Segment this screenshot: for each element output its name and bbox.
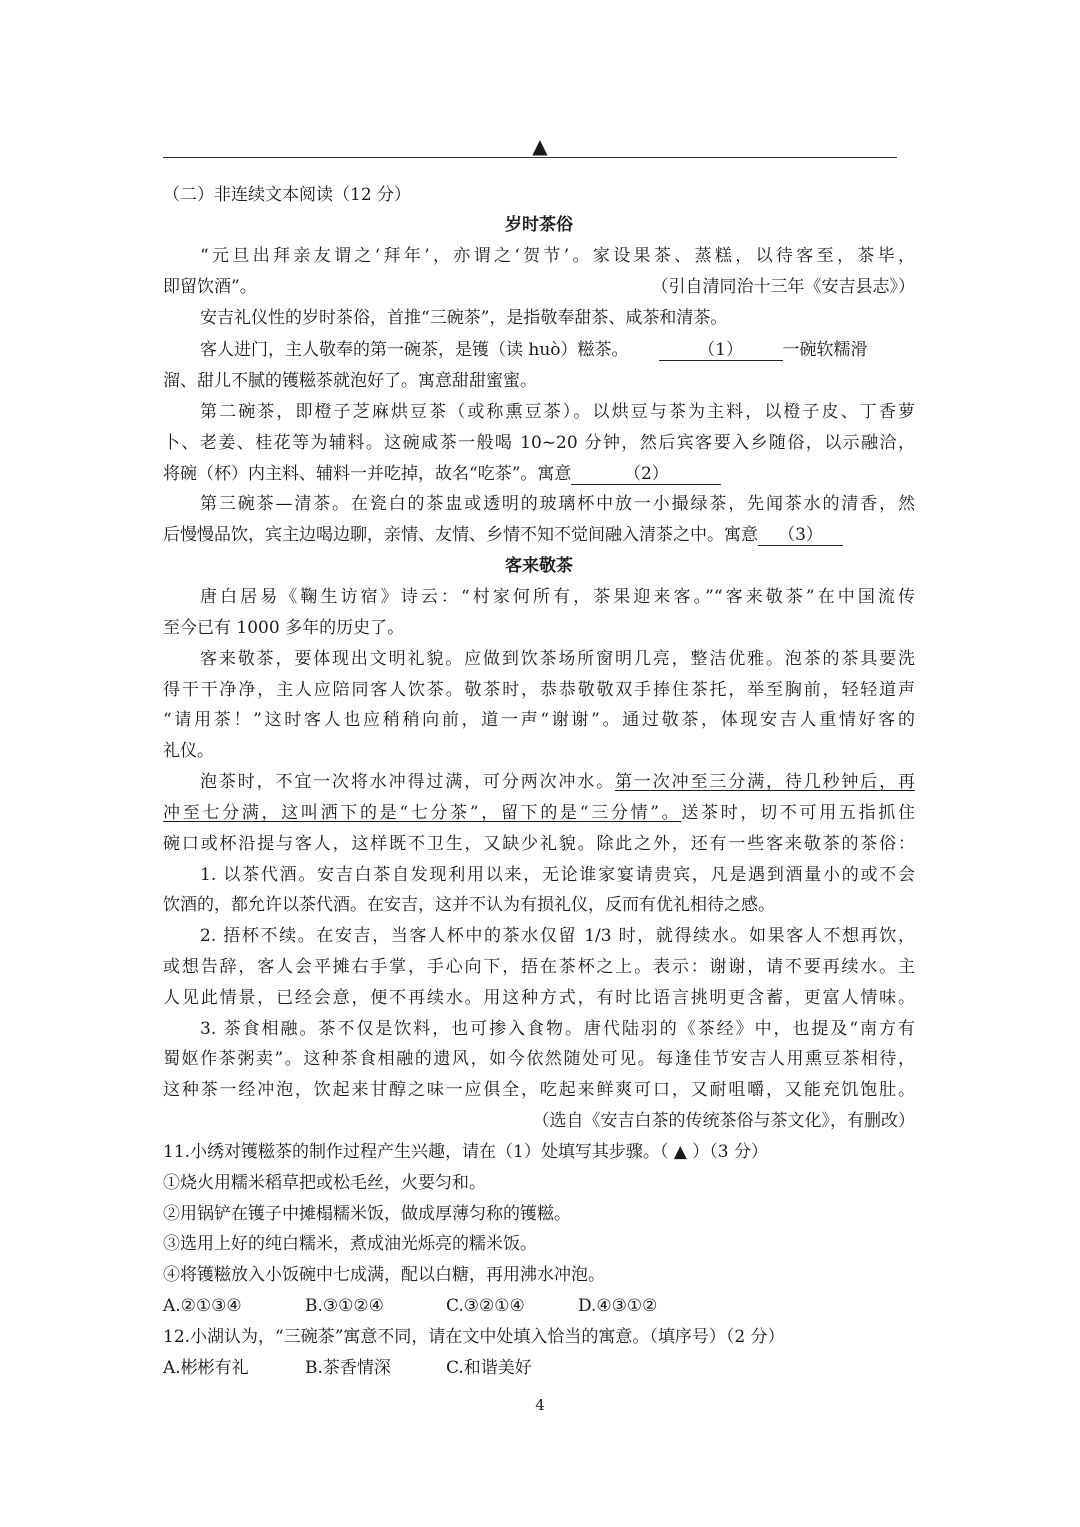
section-title: （二）非连续文本阅读（12 分） — [163, 185, 412, 205]
article1-p3-line1 — [163, 339, 915, 361]
q11-option-d[interactable]: D.④③①② — [578, 1296, 658, 1316]
article2-p3-line1 — [163, 771, 915, 793]
q11-step-3: ③选用上好的纯白糯米，煮成油光烁亮的糯米饭。 — [163, 1234, 537, 1254]
article1-p4-line1: 第二碗茶，即橙子芝麻烘豆茶（或称熏豆茶）。以烘豆与茶为主料，以橙子皮、丁香萝 — [200, 402, 915, 422]
triangle-mark-icon: ▲ — [532, 134, 548, 158]
article1-p3-text-a: 客人进门，主人敬奉的第一碗茶，是镬（读 huò）糍茶。 — [200, 340, 629, 360]
article2-p1-line1: 唐白居易《鞠生访宿》诗云：“村家何所有，茶果迎来客。”“客来敬茶”在中国流传 — [200, 587, 915, 607]
article1-quote-source: （引自清同治十三年《安吉县志》） — [651, 277, 915, 297]
article2-item1-line2: 饮酒的，都允许以茶代酒。在安吉，这并不认为有损礼仪，反而有优礼相待之感。 — [163, 895, 775, 915]
q12-options — [163, 1357, 915, 1379]
q12-option-a[interactable]: A.彬彬有礼 — [163, 1358, 249, 1378]
blank-3: （3） — [758, 525, 843, 546]
article1-p4-line3 — [163, 463, 915, 485]
article2-item2-line1: 2. 捂杯不续。在安吉，当客人杯中的茶水仅留 1/3 时，就得续水。如果客人不想再饮， — [200, 926, 915, 946]
article1-p3-line2: 溜、甜儿不腻的镬糍茶就泡好了。寓意甜甜蜜蜜。 — [163, 371, 537, 391]
q11-option-c[interactable]: C.③②①④ — [446, 1296, 525, 1316]
page-number: 4 — [535, 1396, 545, 1414]
article2-item2-line3: 人见此情景，已经会意，便不再续水。用这种方式，有时比语言挑明更含蓄，更富人情味。 — [163, 988, 915, 1008]
blank-2: （2） — [571, 464, 721, 485]
article1-p5-line2 — [163, 524, 915, 546]
article2-source: （选自《安吉白茶的传统茶俗与茶文化》，有删改） — [532, 1111, 915, 1131]
article1-p2: 安吉礼仪性的岁时茶俗，首推“三碗茶”，是指敬奉甜茶、咸茶和清茶。 — [200, 308, 728, 328]
q11-option-b[interactable]: B.③①②④ — [305, 1296, 384, 1316]
article1-p5-text-a: 后慢慢品饮，宾主边喝边聊，亲情、友情、乡情不知不觉间融入清茶之中。寓意 — [163, 525, 758, 545]
article2-p3-text-b: 送茶时，切不可用五指抓住 — [681, 803, 916, 823]
q11-step-1: ①烧火用糯米稻草把或松毛丝，火要匀和。 — [163, 1173, 486, 1193]
article2-item3-line2: 蜀妪作茶粥卖”。这种茶食相融的遗风，如今依然随处可见。每逢佳节安吉人用熏豆茶相待， — [163, 1049, 915, 1069]
q11-step-2: ②用锅铲在镬子中摊榻糯米饭，做成厚薄匀称的镬糍。 — [163, 1204, 571, 1224]
header-rule — [163, 157, 897, 158]
q11-options — [163, 1295, 915, 1317]
q12-option-b[interactable]: B.茶香情深 — [305, 1358, 391, 1378]
article2-p3-line3: 碗口或杯沿提与客人，这样既不卫生，又缺少礼貌。除此之外，还有一些客来敬茶的茶俗： — [163, 834, 915, 854]
article1-quote-line1: “元旦出拜亲友谓之‘拜年’，亦谓之‘贺节’。家设果茶、蒸糕，以待客至，茶毕， — [200, 246, 915, 266]
article1-p3-text-b: 一碗软糯滑 — [782, 340, 868, 360]
article2-item3-line3: 这种茶一经冲泡，饮起来甘醇之味一应俱全，吃起来鲜爽可口，又耐咀嚼，又能充饥饱肚。 — [163, 1080, 915, 1100]
article2-title: 客来敬茶 — [505, 556, 573, 576]
q11-option-a[interactable]: A.②①③④ — [163, 1296, 242, 1316]
q12-option-c[interactable]: C.和谐美好 — [446, 1358, 532, 1378]
article2-p2-line1: 客来敬茶，要体现出文明礼貌。应做到饮茶场所窗明几亮，整洁优雅。泡茶的茶具要洗 — [200, 649, 915, 669]
article1-title: 岁时茶俗 — [505, 215, 573, 235]
article2-p3-text-a: 泡茶时，不宜一次将水冲得过满，可分两次冲水。 — [200, 772, 616, 792]
article1-p5-line1: 第三碗茶—清茶。在瓷白的茶盅或透明的玻璃杯中放一小撮绿茶，先闻茶水的清香，然 — [200, 494, 915, 514]
article2-p3-line2 — [163, 802, 915, 824]
article2-item1-line1: 1. 以茶代酒。安吉白茶自发现利用以来，无论谁家宴请贵宾，凡是遇到酒量小的或不会 — [200, 865, 915, 885]
q11-step-4: ④将镬糍放入小饭碗中七成满，配以白糖，再用沸水冲泡。 — [163, 1265, 605, 1285]
article2-p2-line3: “请用茶！”这时客人也应稍稍向前，道一声“谢谢”。通过敬茶，体现安吉人重情好客的 — [163, 710, 915, 730]
article1-p4-line2: 卜、老姜、桂花等为辅料。这碗咸茶一般喝 10~20 分钟，然后宾客要入乡随俗，以示融洽， — [163, 433, 915, 453]
blank-1: （1） — [659, 340, 783, 361]
article2-item2-line2: 或想告辞，客人会平摊右手掌，手心向下，捂在茶杯之上。表示：谢谢，请不要再续水。主 — [163, 957, 915, 977]
article2-p2-line2: 得干干净净，主人应陪同客人饮茶。敬茶时，恭恭敬敬双手捧住茶托，举至胸前，轻轻道声 — [163, 680, 915, 700]
article2-p2-line4: 礼仪。 — [163, 741, 214, 761]
question-11-stem: 11.小绣对镬糍茶的制作过程产生兴趣，请在（1）处填写其步骤。（ ▲ ）（3 分） — [163, 1142, 768, 1162]
article2-item3-line1: 3. 茶食相融。茶不仅是饮料，也可掺入食物。唐代陆羽的《茶经》中，也提及“南方有 — [200, 1019, 915, 1039]
article2-p3-underlined-b: 冲至七分满，这叫洒下的是“七分茶”，留下的是“三分情”。 — [163, 803, 682, 823]
article1-quote-line2: 即留饮酒”。 — [163, 277, 257, 297]
article1-p4-text-a: 将碗（杯）内主料、辅料一并吃掉，故名“吃茶”。寓意 — [163, 464, 572, 484]
article2-p1-line2: 至今已有 1000 多年的历史了。 — [163, 618, 405, 638]
question-12-stem: 12.小湖认为，“三碗茶”寓意不同，请在文中处填入恰当的寓意。（填序号）（2 分） — [163, 1327, 785, 1347]
article2-p3-underlined-a: 第一次冲至三分满，待几秒钟后，再 — [615, 772, 916, 792]
